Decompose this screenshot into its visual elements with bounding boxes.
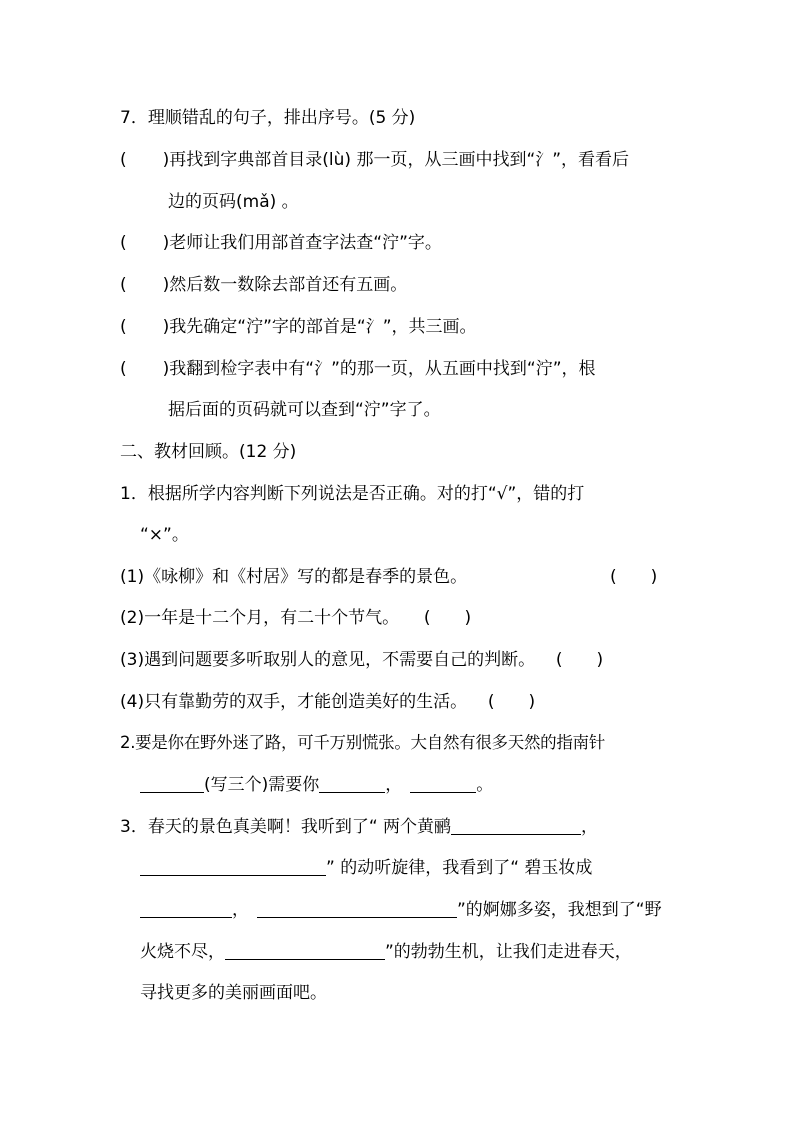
fill-blank-3[interactable] [410,774,476,793]
answer-paren-open: ( [120,150,127,170]
fill-blank-6[interactable] [140,899,232,918]
s2-q2-line-1: 2.要是你在野外迷了路，可千万别慌张。大自然有很多天然的指南针 [120,733,605,752]
fill-blank-1[interactable] [140,774,204,793]
judge-item-3: (3)遇到问题要多听取别人的意见，不需要自己的判断。 ( ) [120,650,604,670]
q7-item-3-text: 然后数一数除去部首还有五画。 [169,275,408,295]
q7-item-5-continuation: 据后面的页码就可以查到“泞”字了。 [168,400,441,420]
s2-q3-line-1: 3．春天的景色真美啊！我听到了“ 两个黄鹂 ， [120,817,599,837]
q7-item-5: ( )我翻到检字表中有“氵”的那一页，从五画中找到“泞”，根 [120,359,596,379]
fill-blank-4[interactable] [451,816,581,835]
fill-blank-5[interactable] [140,857,326,876]
q7-item-2: ( )老师让我们用部首查字法查“泞”字。 [120,233,442,253]
judge-item-2: (2)一年是十二个月，有二十个节气。 ( ) [120,608,472,628]
q7-item-1-continuation: 边的页码(mǎ) 。 [168,192,299,212]
judge-item-1: (1)《咏柳》和《村居》写的都是春季的景色。 [120,567,468,587]
judge-answer-paren-4[interactable]: ( ) [487,692,536,712]
fill-blank-7[interactable] [257,899,457,918]
s2-q3-line-4: 火烧不尽， ”的勃勃生机，让我们走进春天， [140,942,632,962]
judge-answer-paren-2[interactable]: ( ) [423,608,472,628]
q7-item-4: ( )我先确定“泞”字的部首是“氵”，共三画。 [120,317,477,337]
s2-q2-line-2: (写三个)需要你 ， 。 [140,773,493,797]
judge-answer-paren-1[interactable]: ( ) [610,567,658,587]
question-7-title: 7．理顺错乱的句子，排出序号。(5 分) [120,108,416,128]
s2-q3-line-3: ， ”的婀娜多姿，我想到了“野 [140,898,662,922]
q7-item-2-text: 老师让我们用部首查字法查“泞”字。 [169,233,442,253]
s2-q1-line-2: “×”。 [140,525,189,545]
q7-item-1 [120,148,629,172]
s2-q3-line-5: 寻找更多的美丽画面吧。 [140,983,327,1003]
judge-answer-paren-3[interactable]: ( ) [555,650,604,670]
fill-blank-8[interactable] [225,941,385,960]
section-2-title: 二、教材回顾。(12 分) [120,442,297,462]
answer-paren-close: ) [162,150,170,170]
q7-item-3: ( )然后数一数除去部首还有五画。 [120,275,408,295]
s2-q3-line-2: ” 的动听旋律，我看到了“ 碧玉妆成 [140,856,592,880]
fill-blank-2[interactable] [319,774,385,793]
q7-item-5-text: 我翻到检字表中有“氵”的那一页，从五画中找到“泞”，根 [169,359,596,379]
q7-item-1-text: 再找到字典部首目录(lù) 那一页，从三画中找到“氵”，看看后 [169,150,630,170]
s2-q1-line-1: 1．根据所学内容判断下列说法是否正确。对的打“√”，错的打 [120,484,585,504]
q7-item-4-text: 我先确定“泞”字的部首是“氵”，共三画。 [169,317,477,337]
judge-item-4: (4)只有靠勤劳的双手，才能创造美好的生活。 ( ) [120,692,536,712]
